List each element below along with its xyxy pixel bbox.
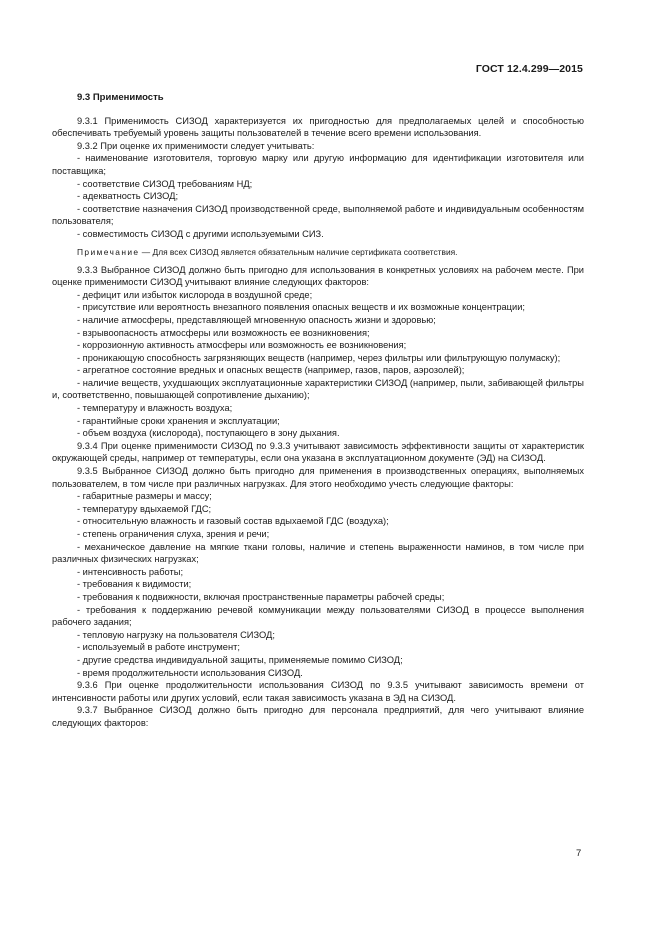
list-item: - температуру вдыхаемой ГДС; [77, 503, 212, 514]
paragraph: 9.3.1 Применимость СИЗОД характеризуется их пригодностью для предполагаемых целей и способностью обеспечивать требуемый уровень защиты пользователей в течение всего времени использования. [52, 115, 584, 139]
note-dash: — [139, 246, 153, 257]
list-item: - соответствие СИЗОД требованиям НД; [77, 178, 253, 189]
list-item: - другие средства индивидуальной защиты, применяемые помимо СИЗОД; [77, 654, 403, 665]
paragraph: 9.3.7 Выбранное СИЗОД должно быть пригодно для персонала предприятий, для чего учитывают влияние следующих факторов: [52, 705, 584, 728]
list-item: - наименование изготовителя, торговую марку или другую информацию для идентификации изготовителя или поставщика; [52, 153, 584, 176]
list-item: - проникающую способность загрязняющих веществ (например, через фильтры или фильтрующую полумаску); [77, 352, 561, 363]
list-item: - гарантийные сроки хранения и эксплуатации; [77, 415, 280, 426]
list-item: - присутствие или вероятность внезапного появления опасных веществ и их возможные концентрации; [77, 302, 525, 313]
document-header: ГОСТ 12.4.299—2015 [475, 63, 583, 75]
page-number: 7 [576, 848, 582, 859]
list-item: - габаритные размеры и массу; [77, 491, 212, 502]
paragraph: 9.3.4 При оценке применимости СИЗОД по 9.3.3 учитывают зависимость эффективности защиты от характеристик окружающей среды, например от температуры, если она указана в эксплуатационном документе (ЭД) на СИЗОД. [52, 440, 584, 464]
list-item: - адекватность СИЗОД; [77, 191, 179, 202]
list-item: - наличие веществ, ухудшающих эксплуатационные характеристики СИЗОД (например, пыли, забивающей фильтры и, соответственно, повышающей сопротивление дыханию); [52, 377, 584, 401]
list-item: - используемый в работе инструмент; [77, 642, 240, 653]
list-item: - соответствие назначения СИЗОД производственной среде, выполняемой работе и индивидуальным особенностям пользователя; [52, 203, 584, 227]
list-item: - время продолжительности использования СИЗОД. [77, 667, 303, 678]
paragraph: 9.3.2 При оценке их применимости следует учитывать: [77, 140, 315, 151]
paragraph: 9.3.6 При оценке продолжительности использования СИЗОД по 9.3.5 учитывают зависимость времени от интенсивности работы или других условий, если такая зависимость указана в ЭД на СИЗОД. [52, 680, 584, 703]
note-label: Примечание [77, 246, 140, 257]
list-item: - относительную влажность и газовый состав вдыхаемой ГДС (воздуха); [77, 516, 389, 527]
paragraph: 9.3.3 Выбранное СИЗОД должно быть пригодно для использования в конкретных условиях на рабочем месте. При оценке применимости СИЗОД учитывают влияние следующих факторов: [52, 264, 584, 288]
list-item: - требования к подвижности, включая пространственные параметры рабочей среды; [77, 591, 445, 602]
list-item: - тепловую нагрузку на пользователя СИЗОД; [77, 629, 275, 640]
list-item: - требования к видимости; [77, 579, 192, 590]
list-item: - совместимость СИЗОД с другими используемыми СИЗ. [77, 228, 324, 239]
note [52, 247, 584, 258]
list-item: - дефицит или избыток кислорода в воздушной среде; [77, 289, 313, 300]
list-item: - степень ограничения слуха, зрения и речи; [77, 529, 270, 539]
list-item: - наличие атмосферы, представляющей мгновенную опасность жизни и здоровью; [77, 314, 436, 325]
list-item: - требования к поддержанию речевой коммуникации между пользователями СИЗОД в процессе выполнения рабочего задания; [52, 604, 584, 628]
section-title: 9.3 Применимость [77, 92, 164, 103]
list-item: - агрегатное состояние вредных и опасных веществ (например, газов, паров, аэрозолей); [77, 365, 465, 376]
list-item: - интенсивность работы; [77, 566, 184, 577]
list-item: - температуру и влажность воздуха; [77, 403, 233, 414]
note-text: Для всех СИЗОД является обязательным наличие сертификата соответствия. [152, 246, 458, 257]
paragraph: 9.3.5 Выбранное СИЗОД должно быть пригодно для применения в производственных операциях, выполняемых пользователем, в том числе при различных нагрузках. Для этого необходимо учесть следующие факторы: [52, 466, 584, 489]
document-body [52, 92, 584, 730]
list-item: - коррозионную активность атмосферы или возможность ее возникновения; [77, 340, 407, 351]
list-item: - взрывоопасность атмосферы или возможность ее возникновения; [77, 327, 370, 338]
list-item: - механическое давление на мягкие ткани головы, наличие и степень выраженности наминов, в том числе при различных физических нагрузках; [52, 541, 584, 565]
list-item: - объем воздуха (кислорода), поступающего в зону дыхания. [77, 428, 340, 439]
